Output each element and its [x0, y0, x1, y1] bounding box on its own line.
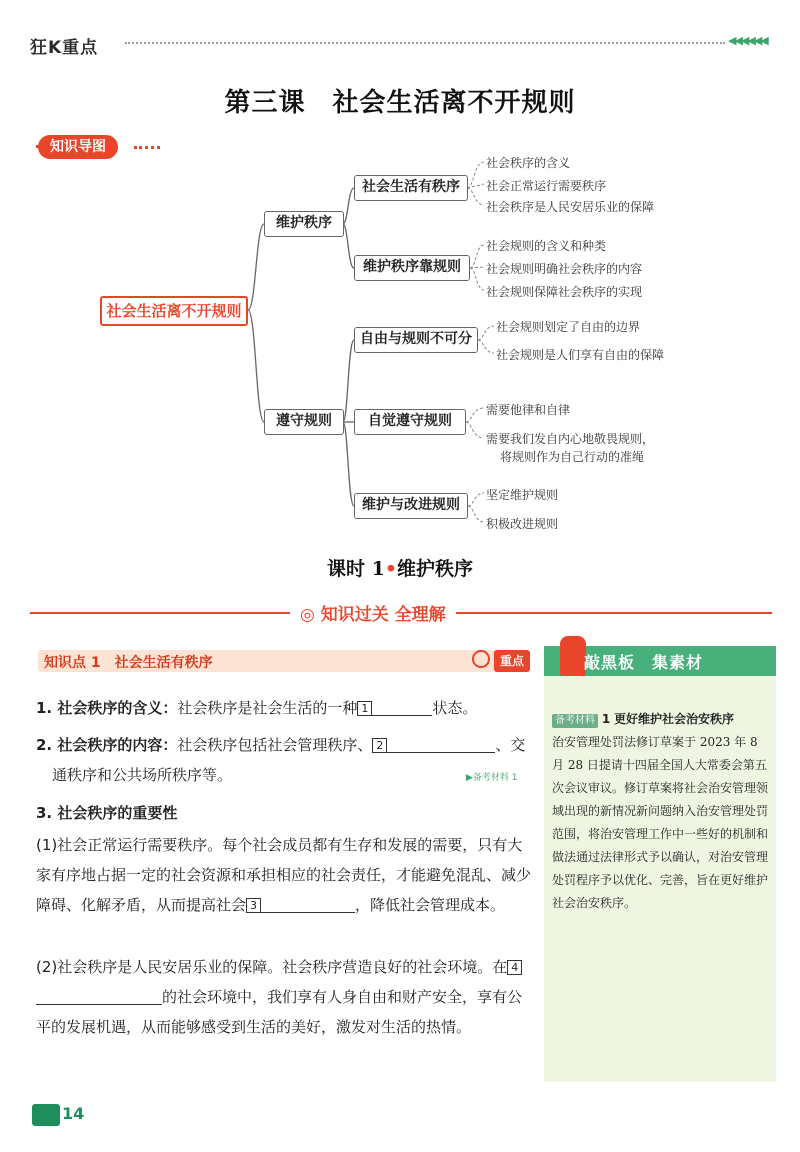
header-divider: [125, 42, 725, 44]
fill-blank[interactable]: [372, 697, 432, 716]
mindmap-leaf: 社会正常运行需要秩序: [486, 179, 607, 193]
mindmap-branch-maintain-order: 维护秩序: [264, 211, 344, 237]
item3-p1-a: (1)社会正常运行需要秩序。每个社会成员都有生存和发展的需要，只有大家有序地占据一定的社会资源和承担相应的社会责任，才能避免混乱、减少障碍、化解矛盾，从而提高社会: [36, 836, 532, 914]
mindmap-node-obey-consciously: 自觉遵守规则: [354, 409, 466, 435]
mindmap-node-social-order: 社会生活有秩序: [354, 175, 468, 201]
brand-logo: 狂K重点: [30, 38, 99, 58]
mindmap-leaf: 社会秩序的含义: [486, 156, 571, 170]
knowledge-point-label: 知识点 1 社会生活有秩序: [44, 655, 213, 671]
mindmap-leaf: 社会秩序是人民安居乐业的保障: [486, 200, 655, 214]
blank-number: 2: [372, 738, 387, 753]
item2-text: 社会秩序包括社会管理秩序、: [177, 736, 373, 754]
item2-line2: 通秩序和公共场所秩序等。: [52, 766, 233, 784]
item3-p2: [36, 952, 532, 1042]
lesson1-dot: •: [384, 558, 397, 580]
blank-number: 4: [507, 960, 522, 975]
blank-number: 3: [246, 898, 261, 913]
material-text: 治安管理处罚法修订草案于 2023 年 8 月 28 日提请十四届全国人大常委会第五次会议审议。修订草案将社会治安管理领域出现的新情况新问题纳入治安管理处罚范围，将治安管理工作中一些好的机制和做法通过法律形式予以确认，对治安管理处罚程序予以优化、完善，旨在更好维护社会治安秩序。: [552, 735, 769, 910]
mindmap-branch-obey-rules: 遵守规则: [264, 409, 344, 435]
item3-p2-a: (2)社会秩序是人民安居乐业的保障。社会秩序营造良好的社会环境。在: [36, 958, 508, 976]
mindmap-leaf: 将规则作为自己行动的准绳: [500, 450, 645, 464]
mindmap-root: 社会生活离不开规则: [100, 296, 248, 326]
mascot-icon: [560, 636, 586, 676]
mindmap-leaf: 积极改进规则: [486, 517, 559, 531]
item3-p2-b: 的社会环境中，我们享有人身自由和财产安全，享有公平的发展机遇，从而能够感受到生活的美好，激发对生活的热情。: [36, 988, 523, 1036]
reference-link[interactable]: ▶备考材料 1: [466, 773, 518, 783]
fill-blank[interactable]: [36, 986, 162, 1005]
knowledge-section-label: 知识过关 全理解: [320, 605, 446, 625]
mindmap-leaf: 需要我们发自内心地敬畏规则，: [486, 432, 655, 446]
material-panel-title: 敲黑板 集素材: [584, 653, 704, 672]
key-point-badge: 重点: [494, 650, 530, 672]
mindmap-leaf: 需要他律和自律: [486, 403, 571, 417]
swirl-icon: ◎: [300, 605, 321, 625]
mindmap-leaf: 社会规则的含义和种类: [486, 239, 607, 253]
lesson1-prefix: 课时 1: [326, 558, 385, 580]
lesson1-title: 维护秩序: [396, 558, 473, 580]
item2: [36, 730, 532, 790]
material-panel-body: [552, 708, 770, 915]
item1-tail: 状态。: [432, 699, 478, 717]
mindmap-node-order-by-rules: 维护秩序靠规则: [354, 255, 470, 281]
target-icon: [472, 650, 490, 668]
item3-p1-b: ，降低社会管理成本。: [355, 896, 506, 914]
mindmap-leaf: 社会规则明确社会秩序的内容: [486, 262, 643, 276]
fill-blank[interactable]: [387, 734, 495, 753]
blank-number: 1: [357, 701, 372, 716]
material-tag: 备考材料: [552, 714, 598, 728]
mindmap-leaf: 社会规则是人们享有自由的保障: [496, 348, 665, 362]
mindmap-node-freedom-rules: 自由与规则不可分: [354, 327, 478, 353]
badge-dots-right: [134, 146, 160, 149]
lesson1-heading: [0, 554, 800, 581]
knowledge-map-badge: 知识导图: [38, 135, 118, 159]
mindmap-node-maintain-improve: 维护与改进规则: [354, 493, 468, 519]
fill-blank[interactable]: [261, 894, 355, 913]
item3-head-text: 3. 社会秩序的重要性: [36, 804, 178, 822]
item2-head: 2. 社会秩序的内容：: [36, 736, 178, 754]
item3-head: [36, 798, 532, 828]
item1-head: 1. 社会秩序的含义：: [36, 699, 178, 717]
item2-tail: 、交: [495, 736, 526, 754]
header-arrows-icon: ◀◀◀◀◀◀: [728, 34, 767, 47]
page-icon: [32, 1104, 60, 1126]
mindmap-leaf: 社会规则划定了自由的边界: [496, 320, 641, 334]
mindmap-leaf: 坚定维护规则: [486, 488, 559, 502]
lesson-title: 第三课 社会生活离不开规则: [224, 88, 576, 118]
material-title: 更好维护社会治安秩序: [614, 712, 735, 726]
item1: [36, 693, 532, 723]
knowledge-section-title: [290, 600, 456, 626]
material-num: 1: [601, 712, 611, 726]
page-number: 14: [62, 1104, 85, 1123]
item3-p1: [36, 830, 532, 920]
mindmap-leaf: 社会规则保障社会秩序的实现: [486, 285, 643, 299]
item1-text: 社会秩序是社会生活的一种: [177, 699, 358, 717]
